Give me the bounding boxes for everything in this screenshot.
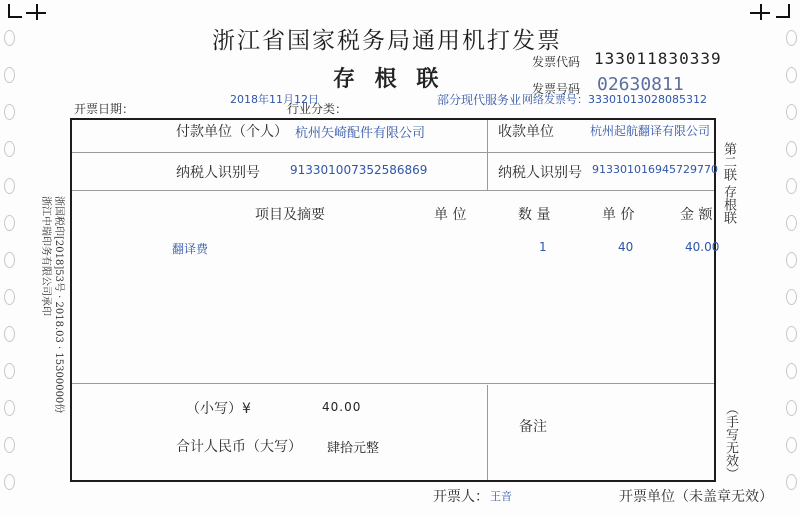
payee-tax-id-label: 纳税人识别号 bbox=[498, 165, 582, 181]
feed-hole bbox=[786, 67, 797, 83]
print-note: 浙国税印[2018]53号 · 2018.03 · 15300000份 bbox=[53, 196, 64, 414]
feed-hole bbox=[786, 437, 797, 453]
printer-note: 浙江中瑞印务有限公司承印 bbox=[40, 196, 51, 316]
issuer-unit-label: 开票单位（未盖章无效） bbox=[619, 489, 773, 505]
feed-hole bbox=[786, 474, 797, 490]
feed-hole bbox=[786, 252, 797, 268]
payee-name: 杭州起航翻译有限公司 bbox=[590, 124, 711, 138]
header-unit: 单 位 bbox=[434, 207, 467, 223]
feed-hole bbox=[4, 178, 15, 194]
invoice-number: 02630811 bbox=[597, 74, 684, 95]
divider bbox=[72, 383, 714, 384]
feed-hole bbox=[786, 400, 797, 416]
network-invoice-number: 网络发票号：33301013028085312 bbox=[522, 93, 707, 106]
divider bbox=[72, 190, 714, 191]
industry-label: 行业分类： bbox=[287, 102, 348, 116]
feed-hole bbox=[786, 363, 797, 379]
header-unit-price: 单 价 bbox=[602, 207, 635, 223]
handwrite-note: （手写无效） bbox=[723, 402, 738, 480]
invoice-code-label: 发票代码 bbox=[532, 55, 581, 69]
feed-hole bbox=[786, 215, 797, 231]
issuer-name: 王音 bbox=[490, 490, 512, 503]
feed-hole bbox=[4, 363, 15, 379]
feed-hole bbox=[4, 104, 15, 120]
payer-name: 杭州矢崎配件有限公司 bbox=[295, 126, 426, 141]
divider bbox=[487, 120, 488, 190]
header-amount: 金 额 bbox=[680, 207, 713, 223]
invoice-code: 133011830339 bbox=[594, 49, 722, 68]
industry-value: 部分现代服务业 bbox=[437, 93, 522, 107]
feed-hole bbox=[4, 141, 15, 157]
item-description: 翻译费 bbox=[172, 242, 209, 256]
payer-tax-id: 913301007352586869 bbox=[290, 163, 428, 177]
remark-label: 备注 bbox=[519, 419, 547, 435]
divider bbox=[72, 152, 714, 153]
feed-hole bbox=[4, 400, 15, 416]
feed-hole bbox=[786, 141, 797, 157]
feed-hole bbox=[4, 437, 15, 453]
total-big-label: 合计人民币（大写） bbox=[176, 439, 302, 455]
feed-hole bbox=[4, 252, 15, 268]
issue-date-label: 开票日期： bbox=[74, 102, 135, 116]
payee-tax-id: 913301016945729770 bbox=[592, 163, 718, 176]
feed-hole bbox=[4, 30, 15, 46]
feed-hole bbox=[786, 289, 797, 305]
copy-note: 第二联 存根联 bbox=[721, 142, 736, 225]
invoice-title: 浙江省国家税务局通用机打发票 bbox=[212, 28, 562, 54]
header-description: 项目及摘要 bbox=[255, 207, 325, 223]
feed-hole bbox=[4, 289, 15, 305]
total-small-value: 40.00 bbox=[322, 400, 362, 414]
feed-hole bbox=[4, 215, 15, 231]
header-quantity: 数 量 bbox=[518, 207, 551, 223]
issuer-label: 开票人： bbox=[433, 489, 489, 505]
divider bbox=[487, 385, 488, 480]
feed-hole bbox=[786, 326, 797, 342]
total-small-label: （小写）¥ bbox=[186, 401, 251, 417]
payer-tax-id-label: 纳税人识别号 bbox=[176, 165, 260, 181]
feed-hole bbox=[4, 67, 15, 83]
item-unit-price: 40 bbox=[618, 240, 634, 254]
item-amount: 40.00 bbox=[685, 240, 720, 254]
feed-hole bbox=[4, 474, 15, 490]
copy-title: 存 根 联 bbox=[333, 67, 445, 92]
payer-label: 付款单位（个人） bbox=[176, 124, 288, 140]
feed-hole bbox=[786, 178, 797, 194]
feed-hole bbox=[4, 326, 15, 342]
issue-date: 2018年11月12日 bbox=[230, 93, 319, 106]
payee-label: 收款单位 bbox=[498, 124, 554, 140]
item-quantity: 1 bbox=[539, 240, 547, 254]
feed-hole bbox=[786, 30, 797, 46]
total-big-value: 肆拾元整 bbox=[327, 441, 380, 456]
invoice-number-label: 发票号码 bbox=[532, 82, 581, 96]
feed-hole bbox=[786, 104, 797, 120]
